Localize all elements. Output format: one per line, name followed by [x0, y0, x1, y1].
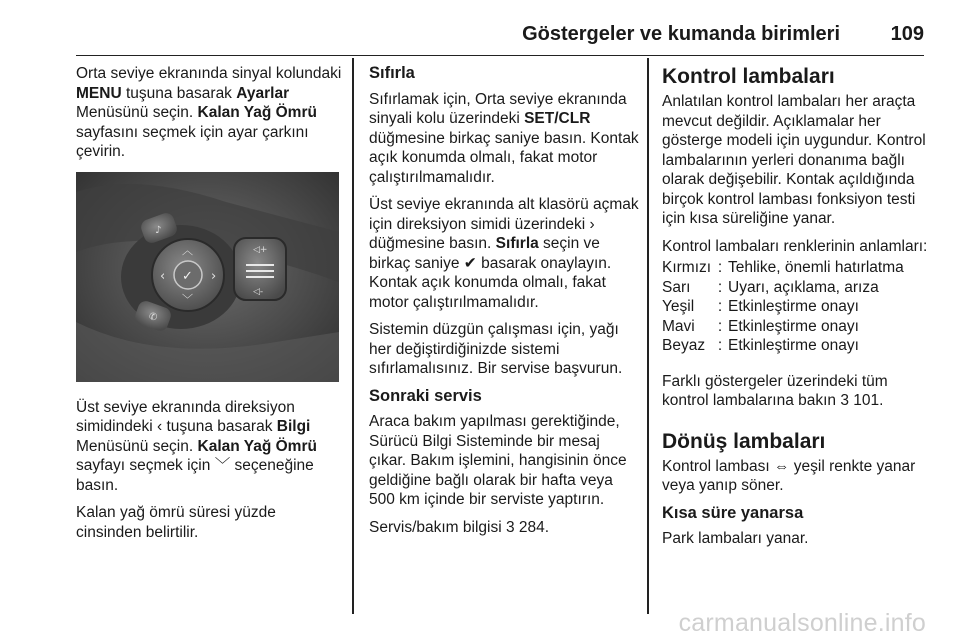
text: 284.: [514, 518, 550, 536]
color-meaning-table: [662, 258, 904, 356]
svg-text:﹀: ﹀: [182, 292, 193, 306]
svg-text:︿: ︿: [182, 243, 193, 257]
color-meaning: Etkinleştirme onayı: [728, 317, 859, 335]
chevron-left-icon: ‹: [156, 418, 163, 435]
color-row: [662, 258, 904, 278]
watermark: carmanualsonline.info: [678, 609, 926, 637]
text: Üst seviye ekranında direksiyon simidindeki: [76, 398, 295, 435]
paragraph: Kontrol lambaları renklerinin anlamları:: [662, 237, 928, 255]
svg-text:✆: ✆: [149, 311, 158, 323]
bold-term: Ayarlar: [236, 84, 290, 102]
text: Servis/bakım bilgisi: [369, 518, 506, 536]
svg-text:✓: ✓: [182, 268, 193, 284]
text: yeşil renkte yanar veya yanıp söner.: [662, 457, 916, 494]
chevron-down-icon: ﹀: [214, 457, 231, 474]
svg-text:◁+: ◁+: [253, 244, 268, 255]
paragraph: [662, 457, 932, 496]
section-heading-control-lamps: Kontrol lambaları: [662, 65, 835, 88]
column-divider: [647, 58, 649, 614]
page-header: [76, 20, 924, 56]
section-heading-turn-signals: Dönüş lambaları: [662, 429, 826, 453]
turn-signal-icon: ⇔: [774, 457, 790, 475]
color-row: [662, 317, 904, 337]
text: düğmesine basın.: [369, 235, 496, 252]
text: Menüsünü seçin.: [76, 437, 198, 455]
separator: :: [717, 317, 723, 335]
page-reference-icon: 3: [505, 518, 515, 536]
color-name: Yeşil: [662, 298, 695, 315]
color-meaning: Etkinleştirme onayı: [728, 337, 859, 354]
column-middle: [369, 64, 639, 545]
text: sayfayı seçmek için: [76, 457, 215, 474]
section-heading-next-service: Sonraki servis: [369, 386, 482, 405]
color-meaning: Etkinleştirme onayı: [728, 298, 859, 315]
bold-term: MENU: [76, 84, 122, 102]
section-heading-reset: Sıfırla: [369, 64, 415, 82]
column-divider: [352, 58, 354, 614]
bold-term: Bilgi: [276, 418, 311, 435]
chevron-right-icon: ›: [589, 215, 595, 233]
section-heading-short-lit: Kısa süre yanarsa: [662, 503, 804, 522]
svg-text:◁-: ◁-: [253, 286, 264, 297]
column-left: [76, 64, 342, 550]
separator: :: [717, 298, 723, 315]
text: Orta seviye ekranında sinyal kolundaki: [76, 65, 342, 82]
color-name: Mavi: [662, 317, 695, 335]
text: basarak onaylayın. Kontak açık konumda olmalı, fakat motor çalıştırılmamalıdır.: [369, 254, 612, 311]
paragraph: Sistemin düzgün çalışması için, yağı her değiştirdiğinizde sistemi sıfırlamalısınız. Bir servise başvurun.: [369, 321, 623, 377]
paragraph: [76, 398, 342, 496]
paragraph: [76, 64, 342, 162]
color-name: Kırmızı: [662, 259, 712, 276]
checkmark-icon: ✔: [463, 254, 477, 272]
page-reference-icon: 3: [840, 392, 849, 409]
text: Farklı göstergeler üzerindeki tüm kontrol lambalarına bakın: [662, 372, 888, 409]
paragraph: [369, 90, 639, 188]
separator: :: [717, 259, 723, 276]
paragraph: Kalan yağ ömrü süresi yüzde cinsinden belirtilir.: [76, 504, 276, 541]
paragraph: [369, 518, 639, 538]
text: Menüsünü seçin.: [76, 104, 198, 121]
bold-term: Kalan Yağ Ömrü: [197, 437, 317, 455]
text: seçeneğine basın.: [76, 457, 314, 494]
column-right: [662, 64, 932, 557]
paragraph: [369, 195, 639, 312]
svg-text:›: ›: [211, 268, 217, 284]
color-meaning: Uyarı, açıklama, arıza: [728, 278, 879, 296]
bold-term: SET/CLR: [524, 110, 591, 127]
page-number: 109: [890, 23, 924, 45]
text: Sıfırlamak için, Orta seviye ekranında sinyali kolu üzerindeki: [369, 90, 627, 127]
svg-text:‹: ‹: [160, 268, 166, 284]
color-row: [662, 336, 904, 356]
steering-wheel-controls-photo: [76, 172, 339, 382]
color-row: [662, 297, 904, 317]
separator: :: [717, 337, 723, 354]
bold-term: Sıfırla: [495, 235, 539, 252]
color-meaning: Tehlike, önemli hatırlatma: [728, 259, 904, 276]
svg-text:♪: ♪: [155, 224, 162, 236]
bold-term: Kalan Yağ Ömrü: [197, 104, 317, 121]
text: tuşuna basarak: [121, 84, 237, 102]
text: Kontrol lambası: [662, 457, 774, 475]
header-title: Göstergeler ve kumanda birimleri: [522, 23, 840, 45]
text: seçin ve birkaç saniye: [369, 235, 600, 272]
color-name: Beyaz: [662, 337, 706, 354]
text: tuşuna basarak: [162, 418, 277, 435]
paragraph: [662, 372, 932, 411]
text: sayfasını seçmek için ayar çarkını çevirin.: [76, 123, 309, 160]
text: Üst seviye ekranında alt klasörü açmak için direksiyon simidi üzerindeki: [369, 196, 639, 233]
text: düğmesine birkaç saniye basın. Kontak açık konumda olmalı, fakat motor çalıştırılmamalıdır.: [369, 129, 639, 186]
separator: :: [717, 278, 723, 296]
color-name: Sarı: [662, 278, 691, 296]
color-row: [662, 278, 904, 298]
paragraph: Araca bakım yapılması gerektiğinde, Sürücü Bilgi Sisteminde bir mesaj çıkar. Bakım işlemini, hangisinin önce geldiğine bağlı olarak bir hafta veya 500 km içinde bir serviste yaptırın.: [369, 413, 627, 508]
paragraph: Anlatılan kontrol lambaları her araçta mevcut değildir. Açıklamalar her gösterge modeli için uygundur. Kontrol lambalarının yerleri donanıma bağlı olarak değişebilir. Kontak açıldığında birçok kontrol lambası fonksiyon testi için kısa süreliğine yanar.: [662, 93, 926, 227]
paragraph: Park lambaları yanar.: [662, 530, 809, 547]
text: 101.: [848, 392, 884, 409]
